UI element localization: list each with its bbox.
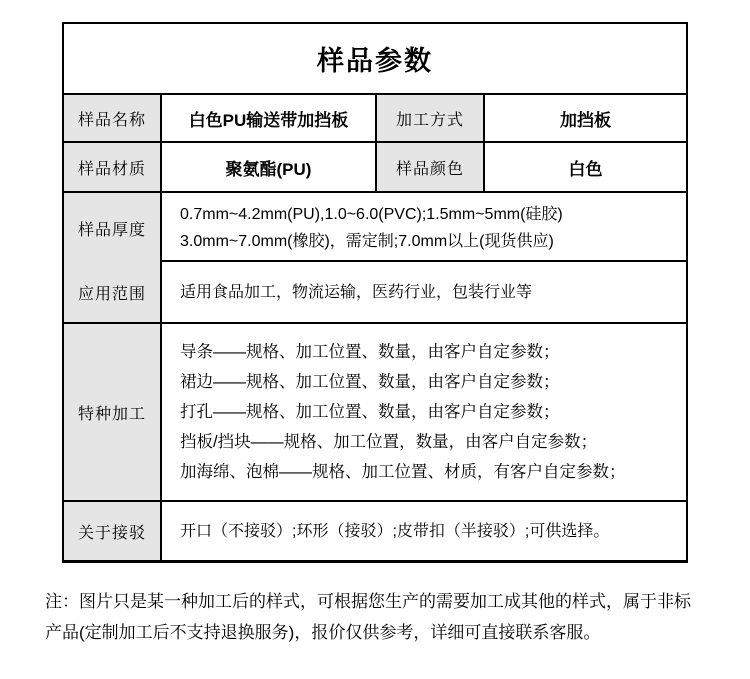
special-line-sponge-foam: 加海绵、泡棉——规格、加工位置、材质，有客户自定参数；: [180, 463, 626, 481]
table-row-name: [64, 95, 686, 143]
row-value-material: 聚氨酯(PU): [162, 143, 377, 191]
row-label-thickness: 样品厚度: [64, 193, 162, 263]
row-value-special-processing: [162, 324, 686, 500]
special-line-skirt: 裙边——规格、加工位置、数量，由客户自定参数；: [180, 373, 560, 391]
table-row-material: [64, 143, 686, 193]
row-value-application: 适用食品加工，物流运输，医药行业，包装行业等: [180, 283, 533, 301]
row-value-color: 白色: [568, 159, 603, 179]
table-title: 样品参数: [64, 24, 686, 95]
row-label-application: 应用范围: [64, 262, 162, 322]
table-row-joint: [64, 502, 686, 560]
special-line-guide-strip: 导条——规格、加工位置、数量，由客户自定参数；: [180, 343, 560, 361]
thickness-line-1: 0.7mm~4.2mm(PU),1.0~6.0(PVC);1.5mm~5mm(硅胶): [180, 206, 563, 223]
table-row-special-processing: [64, 324, 686, 502]
row-value-sample-name: 白色PU输送带加挡板: [162, 95, 377, 141]
row-value-process-method: 加挡板: [560, 110, 611, 130]
row-label-special-processing: 特种加工: [64, 324, 162, 500]
footnote-line-1: 注：图片只是某一种加工后的样式，可根据您生产的需要加工成其他的样式，属于非标: [45, 592, 691, 611]
row-label-sample-name: 样品名称: [64, 95, 162, 141]
spec-table: [62, 22, 688, 563]
row-label-joint: 关于接驳: [64, 502, 162, 560]
row-label-material: 样品材质: [64, 143, 162, 191]
table-row-application: [64, 262, 686, 324]
special-line-baffle: 挡板/挡块——规格、加工位置，数量，由客户自定参数；: [180, 433, 598, 451]
thickness-line-2: 3.0mm~7.0mm(橡胶)，需定制;7.0mm以上(现货供应): [180, 233, 554, 250]
footnote: [45, 586, 713, 648]
row-label-process-method: 加工方式: [377, 95, 485, 141]
table-row-thickness: [64, 193, 686, 262]
row-label-color: 样品颜色: [377, 143, 485, 191]
row-value-joint: 开口（不接驳）;环形（接驳）;皮带扣（半接驳）;可供选择。: [180, 522, 610, 540]
row-value-thickness: [162, 193, 686, 263]
footnote-line-2: 产品(定制加工后不支持退换服务)，报价仅供参考，详细可直接联系客服。: [45, 623, 601, 642]
special-line-punching: 打孔——规格、加工位置、数量，由客户自定参数；: [180, 403, 560, 421]
